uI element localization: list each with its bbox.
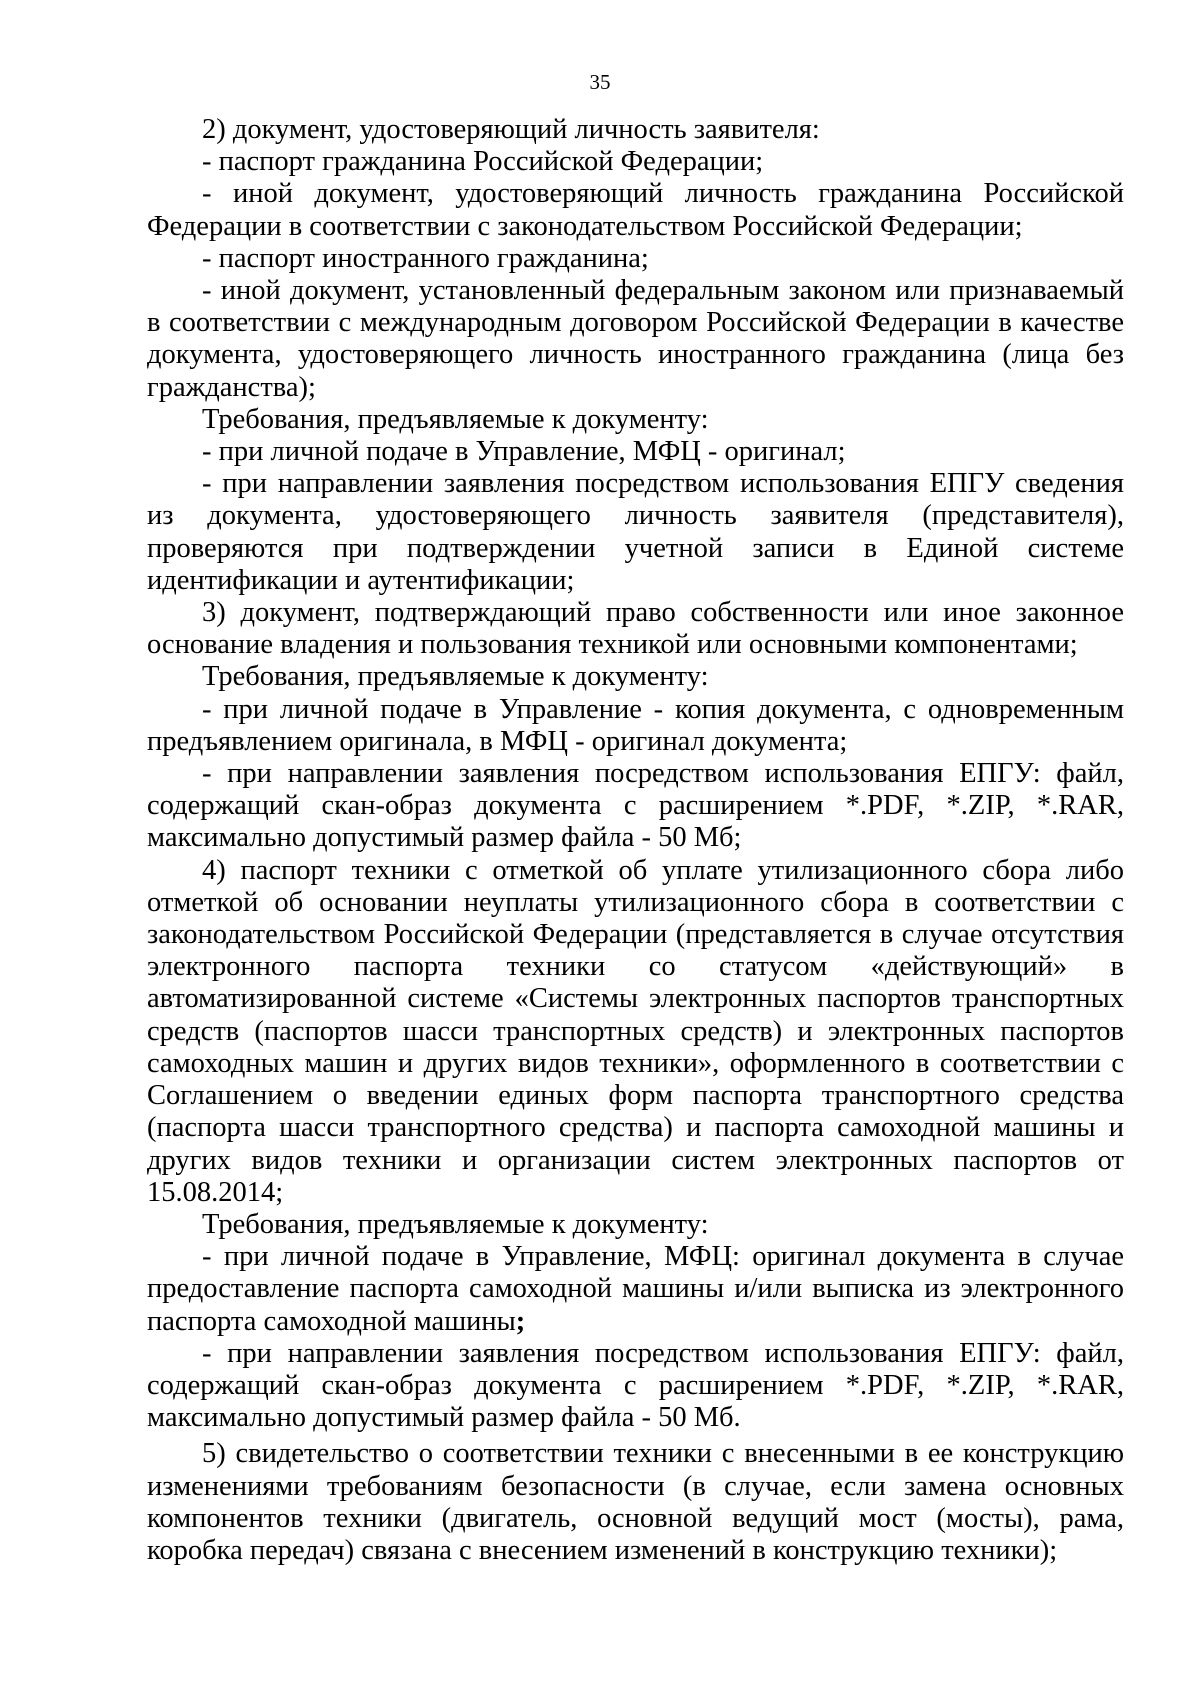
paragraph-in-person-copy: - при личной подаче в Управление - копия документа, с одновременным предъявлением оригинала, в МФЦ - оригинал документа; xyxy=(147,693,1124,757)
paragraph-in-person-original: - при личной подаче в Управление, МФЦ - оригинал; xyxy=(202,436,846,468)
document-body xyxy=(147,114,1124,1567)
paragraph-item-5-certificate: 5) свидетельство о соответствии техники с внесенными в ее конструкцию изменениями требованиям безопасности (в случае, если замена основных компонентов техники (двигатель, основной ведущий мост (мосты), рама, коробка передач) связана с внесением изменений в конструкцию техники); xyxy=(147,1438,1124,1566)
paragraph-requirements-heading: Требования, предъявляемые к документу: xyxy=(202,661,709,693)
bold-semicolon: ; xyxy=(515,1305,526,1337)
paragraph-item-2-heading: 2) документ, удостоверяющий личность заявителя: xyxy=(202,114,820,145)
paragraph-requirements-heading: Требования, предъявляемые к документу: xyxy=(202,1208,709,1240)
paragraph-epgu-file: - при направлении заявления посредством использования ЕПГУ: файл, содержащий скан-образ документа с расширением *.PDF, *.ZIP, *.RAR, максимально допустимый размер файла - 50 Мб. xyxy=(147,1337,1124,1434)
paragraph-epgu-file: - при направлении заявления посредством использования ЕПГУ: файл, содержащий скан-образ документа с расширением *.PDF, *.ZIP, *.RAR, максимально допустимый размер файла - 50 Мб; xyxy=(147,758,1124,854)
paragraph-item-4-vehicle-passport: 4) паспорт техники с отметкой об уплате утилизационного сбора либо отметкой об основании неуплаты утилизационного сбора в соответствии с законодательством Российской Федерации (представляется в случае отсутствия электронного паспорта техники со статусом «действующий» в автоматизированной системе «Системы электронных паспортов транспортных средств (паспортов шасси транспортных средств) и электронных паспортов самоходных машин и других видов техники», оформленного в соответствии с Соглашением о введении единых форм паспорта транспортного средства (паспорта шасси транспортного средства) и паспорта самоходной машины и других видов техники и организации систем электронных паспортов от 15.08.2014; xyxy=(147,854,1124,1208)
paragraph-item-3-ownership: 3) документ, подтверждающий право собственности или иное законное основание владения и пользования техникой или основными компонентами; xyxy=(147,597,1124,661)
paragraph-other-russian-id: - иной документ, удостоверяющий личность гражданина Российской Федерации в соответствии с законодательством Российской Федерации; xyxy=(147,178,1124,242)
paragraph-requirements-heading: Требования, предъявляемые к документу: xyxy=(202,403,709,435)
paragraph-foreign-passport: - паспорт иностранного гражданина; xyxy=(202,242,649,274)
page-number: 35 xyxy=(589,70,611,94)
paragraph-text: - при личной подаче в Управление, МФЦ: оригинал документа в случае предоставление паспорта самоходной машины и/или выписка из электронного паспорта самоходной машины xyxy=(147,1241,1124,1337)
paragraph-other-foreign-id: - иной документ, установленный федеральным законом или признаваемый в соответствии с международным договором Российской Федерации в качестве документа, удостоверяющего личность иностранного гражданина (лица без гражданства); xyxy=(147,275,1124,403)
paragraph-russian-passport: - паспорт гражданина Российской Федерации; xyxy=(202,146,764,178)
paragraph-in-person-passport-original xyxy=(147,1241,1124,1338)
paragraph-epgu-identity: - при направлении заявления посредством использования ЕПГУ сведения из документа, удостоверяющего личность заявителя (представителя), проверяются при подтверждении учетной записи в Единой системе идентификации и аутентификации; xyxy=(147,468,1124,596)
